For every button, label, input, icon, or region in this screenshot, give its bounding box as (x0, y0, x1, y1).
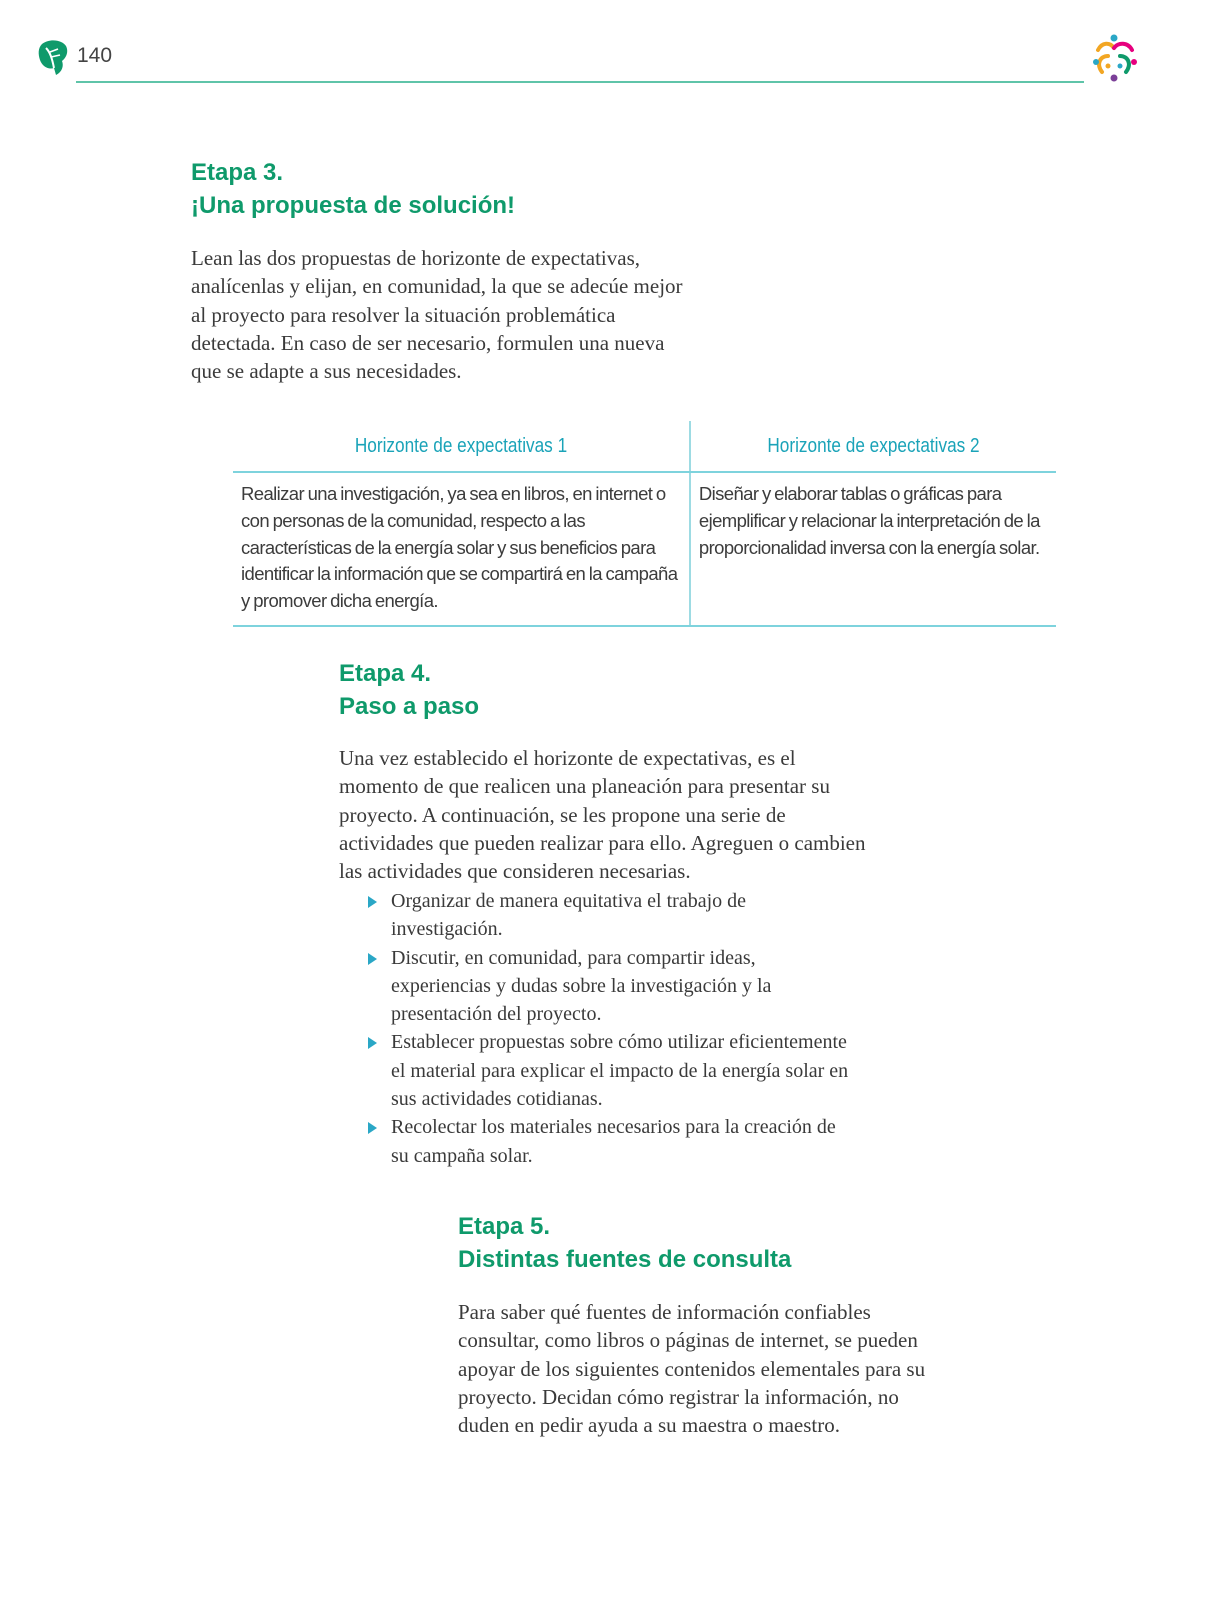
bullet-icon (368, 953, 377, 965)
list-item-text: Organizar de manera equitativa el trabajo de investigación. (391, 890, 747, 941)
etapa-3-subtitle: ¡Una propuesta de solución! (191, 192, 516, 219)
leaf-icon (36, 38, 70, 76)
table-cell-2-text: Diseñar y elaborar tablas o gráficas para ejemplificar y relacionar la interpretación de la proporcionalidad inversa con la energía solar. (698, 483, 1040, 558)
list-item (366, 944, 856, 1029)
etapa-5-subtitle: Distintas fuentes de consulta (458, 1246, 792, 1273)
list-item-text: Discutir, en comunidad, para compartir ideas, experiencias y dudas sobre la investigación y la presentación del proyecto. (391, 946, 772, 1026)
page-number: 140 (77, 44, 113, 67)
activity-list (366, 887, 856, 1170)
list-item-text: Establecer propuestas sobre cómo utilizar eficientemente el material para explicar el impacto de la energía solar en sus actividades cotidianas. (391, 1031, 849, 1111)
bullet-icon (368, 1037, 377, 1049)
list-item-text: Recolectar los materiales necesarios para la creación de su campaña solar. (391, 1116, 836, 1167)
table-header-1: Horizonte de expectativas 1 (265, 421, 658, 472)
table-cell-1-text: Realizar una investigación, ya sea en libros, en internet o con personas de la comunidad, respecto a las características de la energía solar y sus beneficios para identificar la información que se compartirá en la campaña y promover dicha energía. (241, 483, 678, 612)
etapa-4-subtitle: Paso a paso (339, 693, 480, 720)
bullet-icon (368, 1122, 377, 1134)
expectations-table (233, 421, 1056, 627)
etapa-3-body: Lean las dos propuestas de horizonte de expectativas, analícenlas y elijan, en comunidad, la que se adecúe mejor al proyecto para resolver la situación problemática detectada. En caso de ser necesario, formulen una nueva que se adapte a sus necesidades. (191, 246, 683, 384)
table-cell-1 (233, 472, 690, 626)
table-cell-2 (690, 472, 1056, 626)
list-item (366, 887, 856, 944)
etapa-5-heading (458, 1210, 791, 1276)
etapa-4-stage: Etapa 4. (339, 660, 432, 687)
list-item (366, 1028, 856, 1113)
etapa-3-heading (191, 156, 515, 222)
sun-icon (1088, 32, 1140, 84)
table-row (233, 472, 1056, 626)
etapa-3-stage: Etapa 3. (191, 159, 284, 186)
table-header-2: Horizonte de expectativas 2 (716, 421, 1031, 472)
header-divider (76, 81, 1084, 83)
etapa-4-body: Una vez establecido el horizonte de expectativas, es el momento de que realicen una planeación para presentar su proyecto. A continuación, se les propone una serie de actividades que pueden realizar para ello. Agreguen o cambien las actividades que consideren necesarias. (339, 746, 866, 884)
list-item (366, 1113, 856, 1170)
etapa-4-heading (339, 657, 479, 723)
table-header-row (233, 421, 1056, 472)
bullet-icon (368, 896, 377, 908)
etapa-5-body: Para saber qué fuentes de información confiables consultar, como libros o páginas de internet, se pueden apoyar de los siguientes contenidos elementales para su proyecto. Decidan cómo registrar la información, no duden en pedir ayuda a su maestra o maestro. (458, 1300, 926, 1438)
etapa-5-stage: Etapa 5. (458, 1213, 551, 1240)
